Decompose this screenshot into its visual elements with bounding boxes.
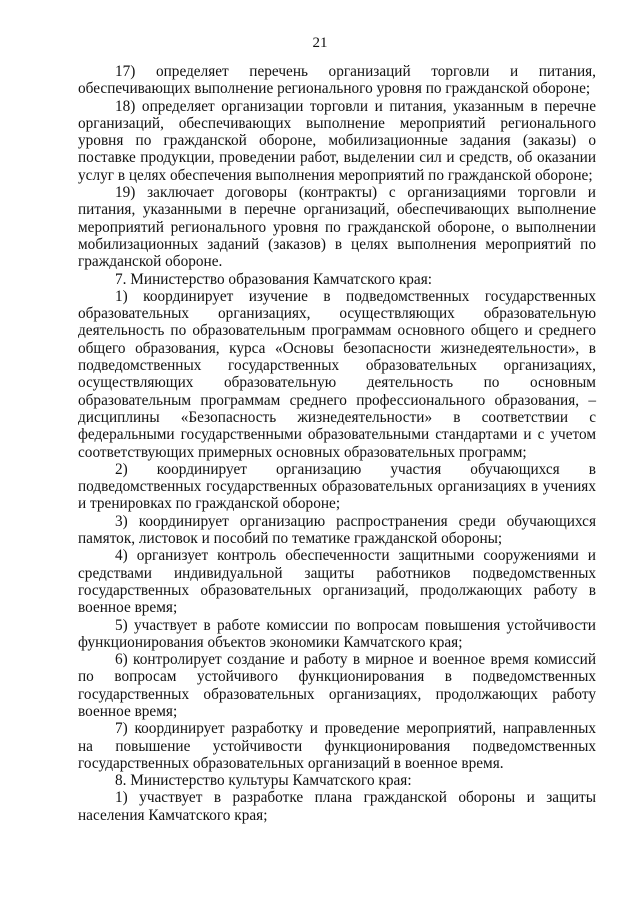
section-heading: 8. Министерство культуры Камчатского края: <box>115 772 412 790</box>
paragraph: 2) координирует организацию участия обучающихся в подведомственных государственных образовательных организациях в учениях и тренировках по гражданской обороне; <box>78 460 596 513</box>
paragraph: 4) организует контроль обеспеченности защитными сооружениями и средствами индивидуальной защиты работников подведомственных государственных образовательных организаций, продолжающих работу в военное время; <box>78 547 596 617</box>
document-body <box>78 63 596 824</box>
paragraph: 1) участвует в разработке плана гражданской обороны и защиты населения Камчатского края; <box>78 789 596 824</box>
paragraph: 17) определяет перечень организаций торговли и питания, обеспечивающих выполнение регионального уровня по гражданской обороне; <box>78 63 596 98</box>
paragraph: 6) контролирует создание и работу в мирное и военное время комиссий по вопросам устойчивого функционирования в подведомственных государственных образовательных организациях, продолжающих работу военное время; <box>78 651 596 720</box>
page-number: 21 <box>312 35 328 51</box>
paragraph: 7) координирует разработку и проведение мероприятий, направленных на повышение устойчивости функционирования подведомственных государственных образовательных организаций в военное время. <box>78 720 596 772</box>
paragraph: 3) координирует организацию распространения среди обучающихся памяток, листовок и пособий по тематике гражданской обороны; <box>78 512 596 548</box>
section-heading: 7. Министерство образования Камчатского края: <box>115 270 432 288</box>
paragraph: 1) координирует изучение в подведомственных государственных образовательных организациях, осуществляющих образовательную деятельность по образовательным программам основного общего и среднего общего образования, курса «Основы безопасности жизнедеятельности», в подведомственных государственных образовательных организациях, осуществляющих образовательную деятельность по основным образовательным программам среднего профессионального образования, – дисциплины «Безопасность жизнедеятельности» в соответствии с федеральными государственными образовательными стандартами и с учетом соответствующих примерных основных образовательных программ; <box>78 287 596 461</box>
paragraph: 5) участвует в работе комиссии по вопросам повышения устойчивости функционирования объектов экономики Камчатского края; <box>78 616 596 651</box>
paragraph: 19) заключает договоры (контракты) с организациями торговли и питания, указанными в перечне организаций, обеспечивающих выполнение мероприятий регионального уровня по гражданской обороне, о выполнении мобилизационных заданий (заказов) в целях выполнения мероприятий по гражданской обороне. <box>78 184 596 271</box>
paragraph: 18) определяет организации торговли и питания, указанным в перечне организаций, обеспечивающих выполнение мероприятий регионального уровня по гражданской обороне, мобилизационные задания (заказы) о поставке продукции, проведении работ, выделении сил и средств, об оказании услуг в целях обеспечения выполнения мероприятий по гражданской обороне; <box>78 97 596 184</box>
